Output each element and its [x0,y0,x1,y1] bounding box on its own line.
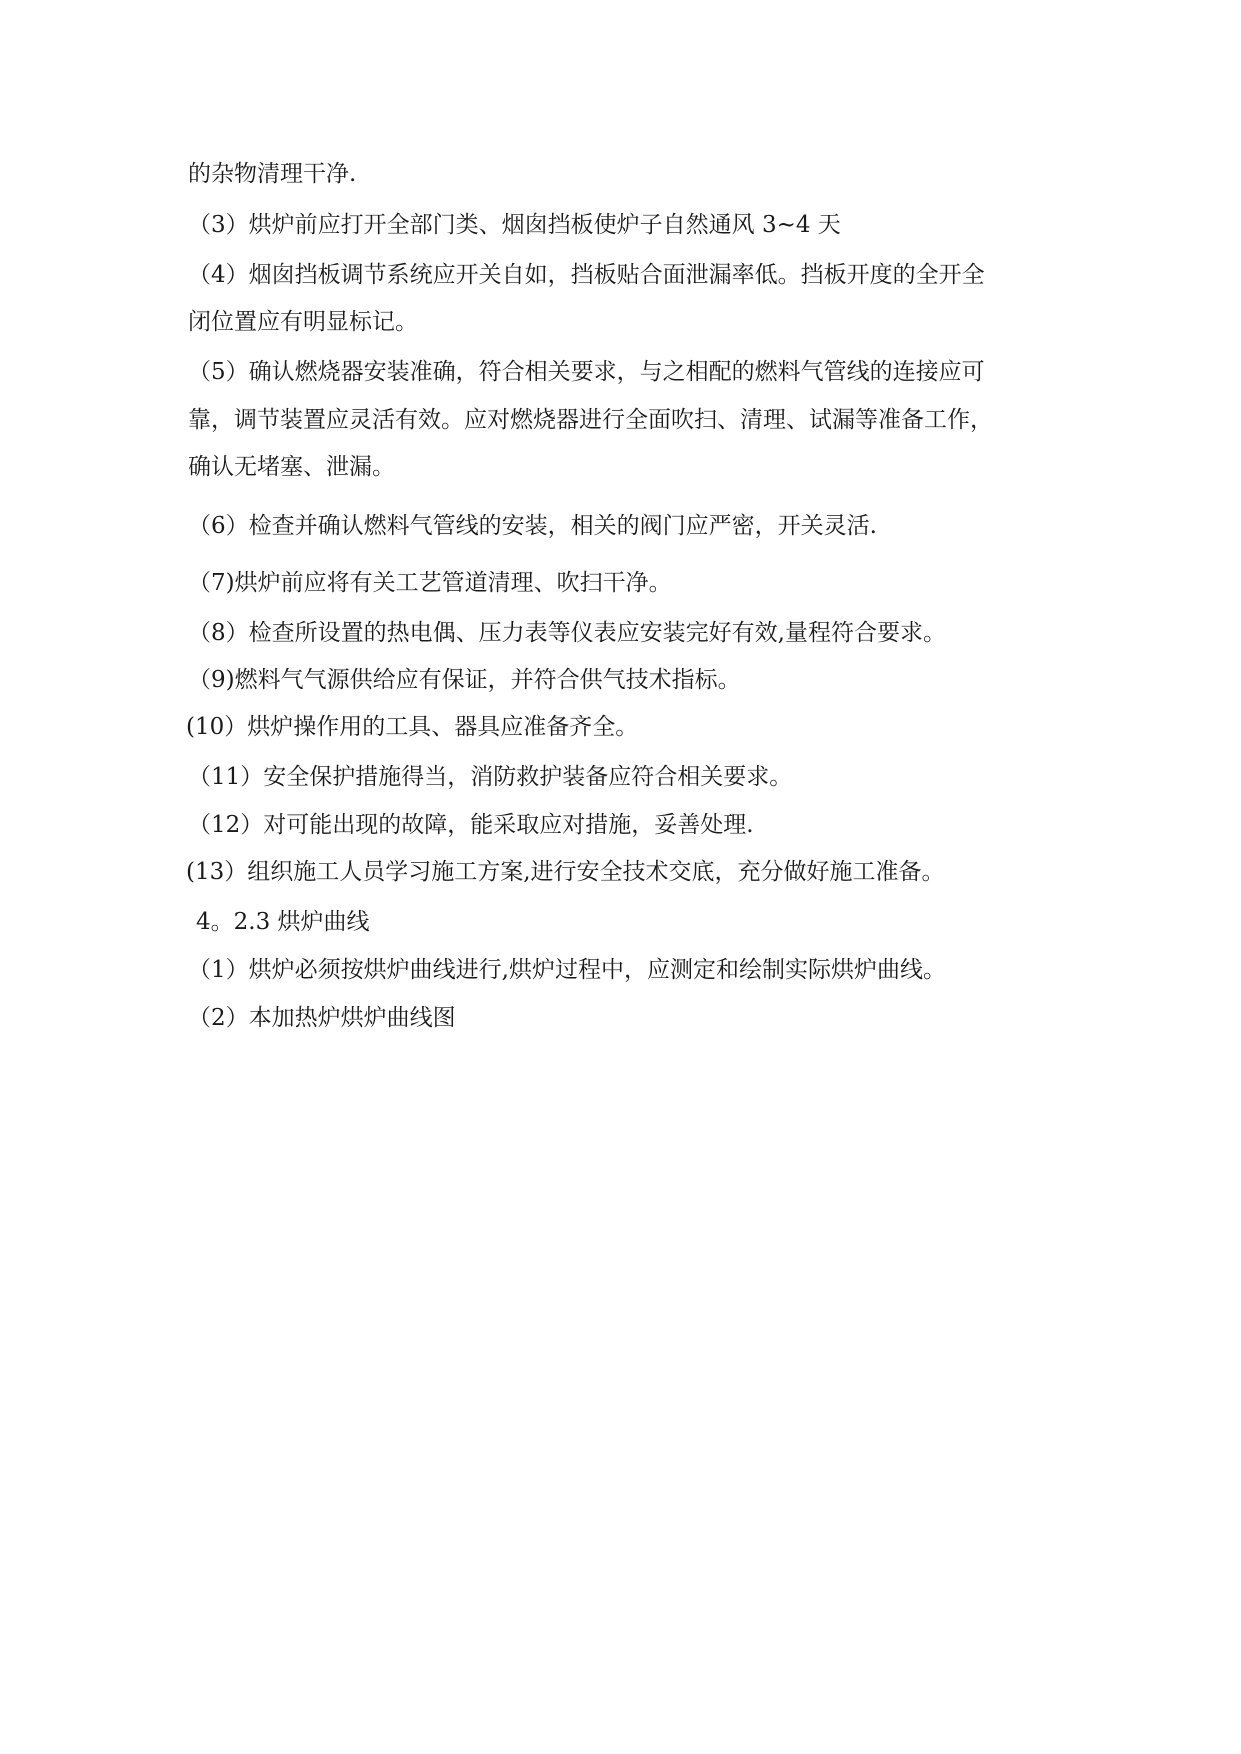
text-line-5: （5）确认燃烧器安装准确，符合相关要求，与之相配的燃料气管线的连接应可 [188,359,985,385]
text-line-10: （8）检查所设置的热电偶、压力表等仪表应安装完好有效,量程符合要求。 [188,620,946,646]
text-line-6: 靠，调节装置应灵活有效。应对燃烧器进行全面吹扫、清理、试漏等准备工作， [188,407,993,433]
text-line-14: （12）对可能出现的故障，能采取应对措施，妥善处理. [188,812,754,838]
text-line-12: (10）烘炉操作用的工具、器具应准备齐全。 [186,714,639,740]
text-line-15: (13）组织施工人员学习施工方案,进行安全技术交底，充分做好施工准备。 [186,859,945,885]
text-line-9: （7)烘炉前应将有关工艺管道清理、吹扫干净。 [188,570,672,596]
text-line-7: 确认无堵塞、泄漏。 [188,454,395,480]
text-line-8: （6）检查并确认燃料气管线的安装，相关的阀门应严密，开关灵活. [188,513,877,539]
text-line-1: 的杂物清理干净. [188,161,357,187]
section-heading: 4。2.3 烘炉曲线 [196,909,370,935]
text-line-4: 闭位置应有明显标记。 [188,309,418,335]
text-line-17: （1）烘炉必须按烘炉曲线进行,烘炉过程中，应测定和绘制实际烘炉曲线。 [188,957,946,983]
text-line-2: （3）烘炉前应打开全部门类、烟囱挡板使炉子自然通风 3~4 天 [188,212,841,238]
text-line-18: （2）本加热炉烘炉曲线图 [188,1005,456,1031]
text-line-3: （4）烟囱挡板调节系统应开关自如，挡板贴合面泄漏率低。挡板开度的全开全 [188,262,985,288]
text-line-13: （11）安全保护措施得当，消防救护装备应符合相关要求。 [188,764,793,790]
text-line-11: （9)燃料气气源供给应有保证，并符合供气技术指标。 [188,667,741,693]
